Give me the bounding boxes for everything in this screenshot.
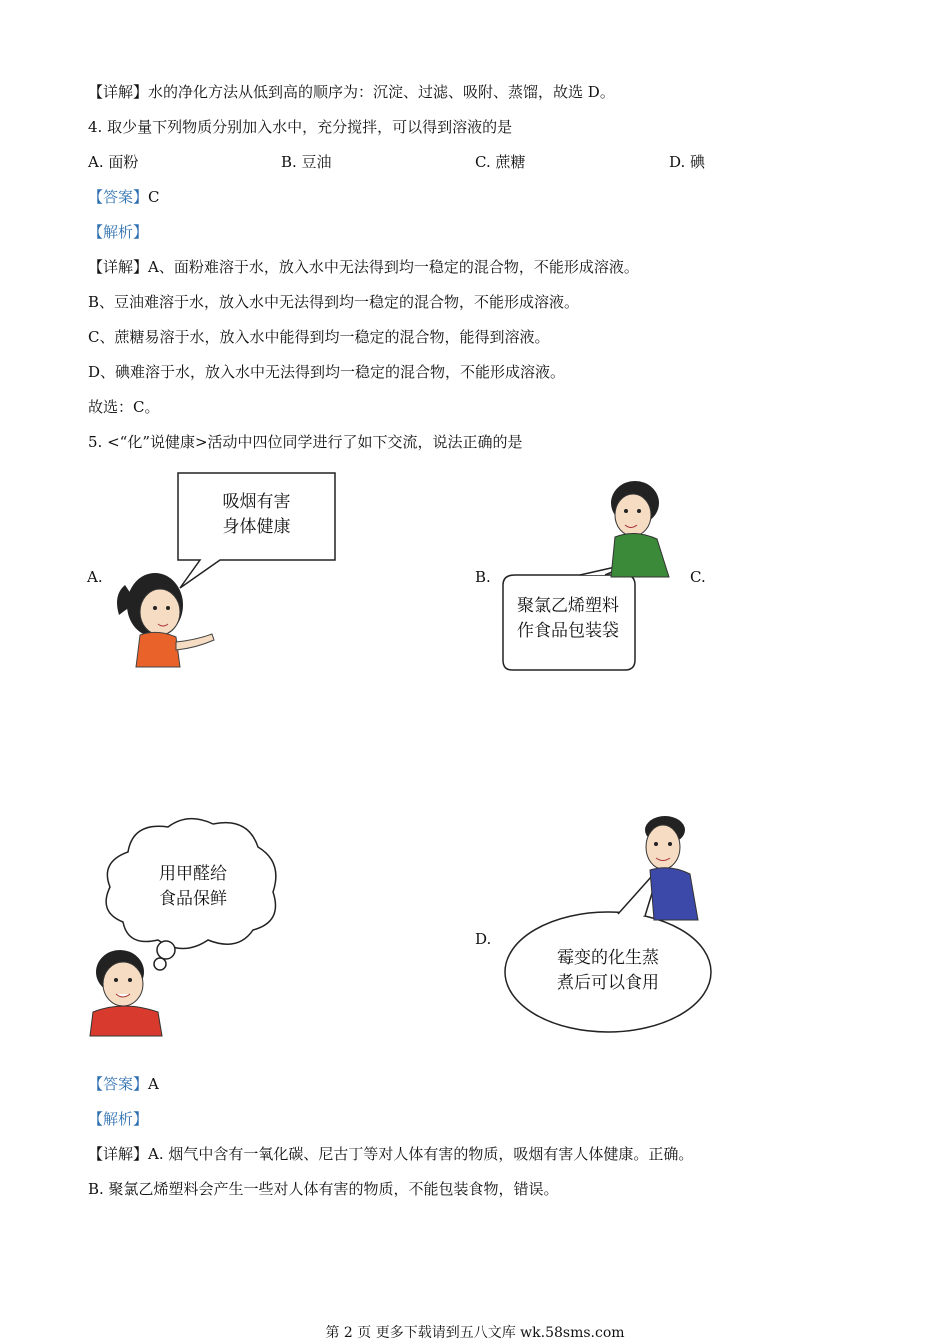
bubble-c-line-2: 食品保鲜 bbox=[159, 889, 227, 909]
bubble-d-line-1: 霉变的化生蒸 bbox=[557, 948, 659, 968]
figure-d-man-illustration bbox=[500, 812, 715, 1037]
boy-icon bbox=[611, 481, 669, 577]
q4-conclusion: 故选：C。 bbox=[88, 398, 160, 416]
detail-text: A、面粉难溶于水，放入水中无法得到均一稳定的混合物，不能形成溶液。 bbox=[148, 258, 639, 276]
bubble-c-line-1: 用甲醛给 bbox=[159, 864, 227, 884]
bubble-b-text bbox=[503, 594, 633, 644]
detail-text: 水的净化方法从低到高的顺序为：沉淀、过滤、吸附、蒸馏，故选 D。 bbox=[148, 83, 615, 101]
answer-tag: 【答案】 bbox=[88, 188, 149, 206]
q5-answer bbox=[88, 1074, 159, 1094]
q5-label-c: C. bbox=[690, 568, 706, 586]
q5-detail-a bbox=[88, 1144, 693, 1164]
boy-icon bbox=[90, 950, 162, 1036]
q5-label-b: B. bbox=[475, 568, 491, 586]
q4-option-a: A. 面粉 bbox=[88, 153, 139, 171]
q5-label-a: A. bbox=[87, 568, 103, 586]
q4-option-c: C. 蔗糖 bbox=[475, 153, 526, 171]
girl-icon bbox=[117, 573, 214, 667]
bubble-a-line-2: 身体健康 bbox=[222, 517, 291, 537]
q4-detail-d: D、碘难溶于水，放入水中无法得到均一稳定的混合物，不能形成溶液。 bbox=[88, 363, 566, 381]
bubble-b-line-2: 作食品包装袋 bbox=[517, 621, 619, 641]
q4-answer bbox=[88, 187, 160, 207]
answer-value: C bbox=[148, 188, 160, 206]
answer-tag: 【答案】 bbox=[88, 1075, 149, 1093]
bubble-a-line-1: 吸烟有害 bbox=[222, 492, 291, 512]
bubble-b-line-1: 聚氯乙烯塑料 bbox=[517, 596, 619, 616]
bubble-a-text bbox=[178, 490, 335, 540]
detail-tag: 【详解】 bbox=[88, 1145, 149, 1163]
detail-tag: 【详解】 bbox=[88, 83, 149, 101]
q4-detail-a bbox=[88, 257, 639, 277]
q4-detail-b: B、豆油难溶于水，放入水中无法得到均一稳定的混合物，不能形成溶液。 bbox=[88, 293, 580, 311]
q4-detail-c: C、蔗糖易溶于水，放入水中能得到均一稳定的混合物，能得到溶液。 bbox=[88, 328, 550, 346]
q4-analysis-tag: 【解析】 bbox=[88, 223, 149, 241]
q5-label-d: D. bbox=[475, 930, 492, 948]
figure-b-boy-illustration bbox=[495, 475, 685, 675]
detail-text: A. 烟气中含有一氧化碳、尼古丁等对人体有害的物质，吸烟有害人体健康。正确。 bbox=[148, 1145, 694, 1163]
q4-option-d: D. 碘 bbox=[669, 153, 706, 171]
figure-c-boy-illustration bbox=[88, 812, 288, 1040]
man-icon bbox=[645, 816, 698, 920]
detail-tag: 【详解】 bbox=[88, 258, 149, 276]
page-footer: 第 2 页 更多下载请到五八文库 wk.58sms.com bbox=[325, 1325, 625, 1341]
q5-detail-b: B. 聚氯乙烯塑料会产生一些对人体有害的物质，不能包装食物，错误。 bbox=[88, 1180, 559, 1198]
bubble-c-text bbox=[128, 862, 258, 912]
q4-stem: 4. 取少量下列物质分别加入水中，充分搅拌，可以得到溶液的是 bbox=[88, 118, 513, 136]
bubble-d-line-2: 煮后可以食用 bbox=[557, 973, 659, 993]
q4-option-b: B. 豆油 bbox=[281, 153, 332, 171]
q3-detail bbox=[88, 82, 615, 102]
q5-analysis-tag: 【解析】 bbox=[88, 1110, 149, 1128]
answer-value: A bbox=[148, 1075, 159, 1093]
bubble-d-text bbox=[520, 946, 696, 996]
q5-stem: 5. <“化”说健康>活动中四位同学进行了如下交流，说法正确的是 bbox=[88, 433, 523, 451]
